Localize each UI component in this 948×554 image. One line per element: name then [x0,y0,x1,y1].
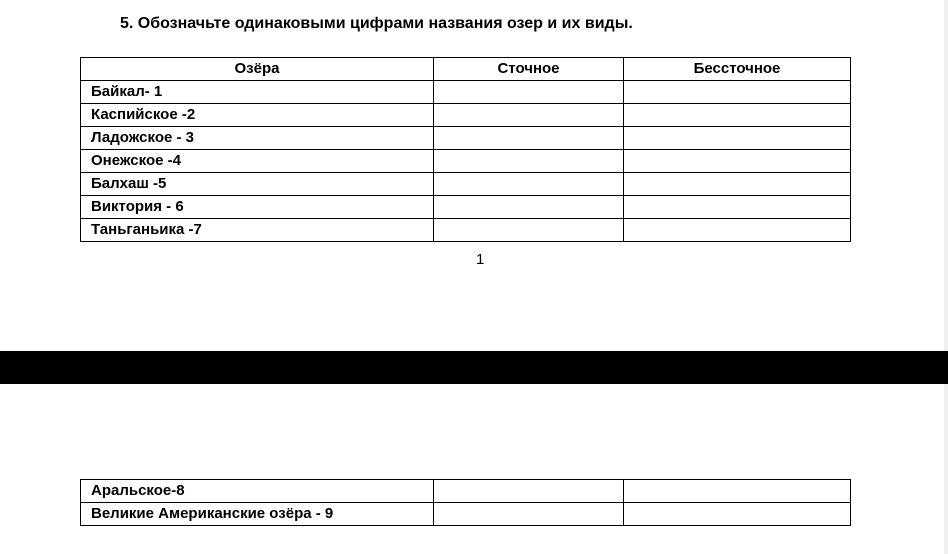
endorheic-cell[interactable] [624,104,851,127]
header-drainage: Сточное [434,58,624,81]
lake-name: Великие Американские озёра - 9 [81,503,434,526]
lake-name: Онежское -4 [81,150,434,173]
lake-name: Ладожское - 3 [81,127,434,150]
table-row [81,127,851,150]
endorheic-cell[interactable] [624,196,851,219]
lake-name: Виктория - 6 [81,196,434,219]
endorheic-cell[interactable] [624,480,851,503]
lakes-table-continued [80,479,851,526]
page-break-band [0,351,948,384]
table-row [81,104,851,127]
drainage-cell[interactable] [434,173,624,196]
drainage-cell[interactable] [434,196,624,219]
table-row [81,81,851,104]
table-header-row [81,58,851,81]
lake-name: Байкал- 1 [81,81,434,104]
drainage-cell[interactable] [434,219,624,242]
task-title: 5. Обозначьте одинаковыми цифрами названия озер и их виды. [120,15,633,32]
table-row [81,219,851,242]
endorheic-cell[interactable] [624,150,851,173]
table-row [81,150,851,173]
endorheic-cell[interactable] [624,219,851,242]
drainage-cell[interactable] [434,81,624,104]
drainage-cell[interactable] [434,480,624,503]
table-row [81,503,851,526]
drainage-cell[interactable] [434,503,624,526]
drainage-cell[interactable] [434,127,624,150]
table-row [81,173,851,196]
drainage-cell[interactable] [434,104,624,127]
endorheic-cell[interactable] [624,173,851,196]
page-number: 1 [476,251,485,268]
lake-name: Балхаш -5 [81,173,434,196]
header-endorheic: Бессточное [624,58,851,81]
lake-name: Аральское-8 [81,480,434,503]
lake-name: Каспийское -2 [81,104,434,127]
table-row [81,480,851,503]
lake-name: Таньганьика -7 [81,219,434,242]
drainage-cell[interactable] [434,150,624,173]
header-lakes: Озёра [81,58,434,81]
lakes-table [80,57,851,242]
table-row [81,196,851,219]
endorheic-cell[interactable] [624,127,851,150]
endorheic-cell[interactable] [624,81,851,104]
page-edge [944,0,948,554]
endorheic-cell[interactable] [624,503,851,526]
